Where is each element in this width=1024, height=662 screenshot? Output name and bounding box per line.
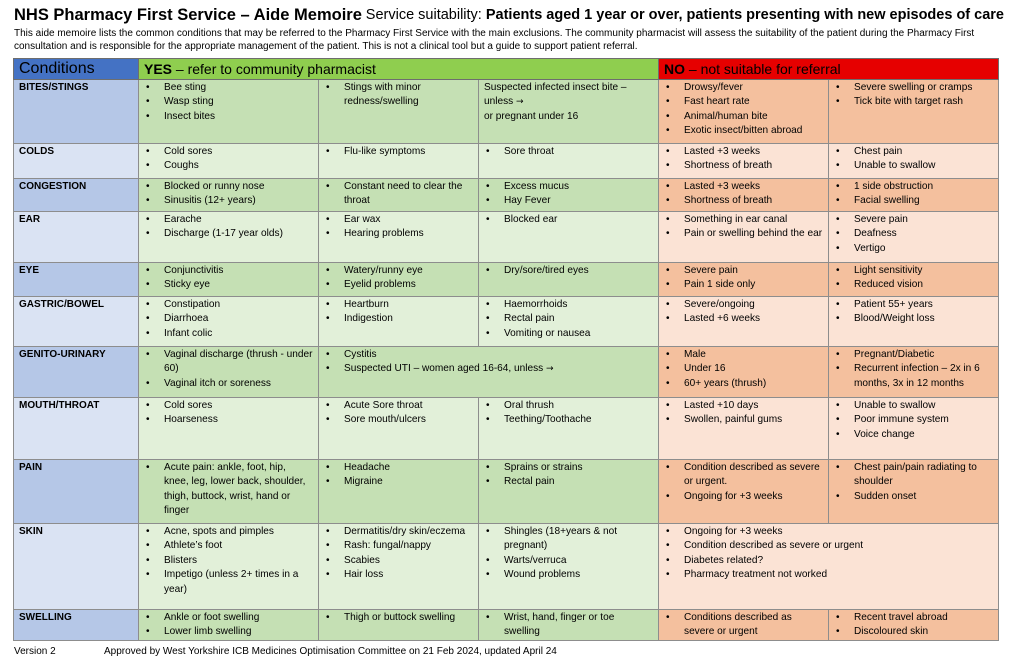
list-item: • Haemorrhoids <box>504 298 653 312</box>
list-item: • Discharge (1-17 year olds) <box>164 227 313 241</box>
arrow-right-icon: → <box>515 97 524 108</box>
no-list <box>664 348 823 391</box>
no-list <box>834 298 993 327</box>
table-row <box>14 263 999 297</box>
list-item: • Bee sting <box>164 81 313 95</box>
yes-cell <box>139 524 319 610</box>
yes-cell-wide <box>319 347 659 398</box>
list-item: • Earache <box>164 213 313 227</box>
yes-cell <box>139 144 319 179</box>
no-cell <box>659 212 829 263</box>
list-item: • Cold sores <box>164 145 313 159</box>
yes-cell <box>319 179 479 212</box>
list-item: • Voice change <box>854 428 993 442</box>
no-list <box>834 213 993 256</box>
table-row <box>14 524 999 610</box>
list-item: • Shingles (18+years & not pregnant) <box>504 525 653 554</box>
table-row <box>14 398 999 460</box>
list-item: • Vomiting or nausea <box>504 327 653 341</box>
no-list <box>664 461 823 504</box>
yes-cell <box>139 297 319 347</box>
list-item: • Blocked or runny nose <box>164 180 313 194</box>
condition-name: EYE <box>14 263 139 297</box>
no-list <box>834 348 993 391</box>
list-item: • Constipation <box>164 298 313 312</box>
yes-cell <box>319 80 479 144</box>
list-item: • Severe pain <box>684 264 823 278</box>
list-item: • 60+ years (thrush) <box>684 377 823 391</box>
condition-name: GASTRIC/BOWEL <box>14 297 139 347</box>
list-item: • Hearing problems <box>344 227 473 241</box>
yes-list <box>144 180 313 209</box>
list-item: • Male <box>684 348 823 362</box>
yes-header-text: – refer to community pharmacist <box>172 60 376 77</box>
list-item: • Blocked ear <box>504 213 653 227</box>
no-cell-wide <box>659 524 999 610</box>
list-item: • Animal/human bite <box>684 110 823 124</box>
yes-list <box>144 525 313 597</box>
yes-cell <box>479 524 659 610</box>
list-item: • Cold sores <box>164 399 313 413</box>
yes-list <box>324 461 473 490</box>
list-item: • Dermatitis/dry skin/eczema <box>344 525 473 539</box>
yes-list <box>484 461 653 490</box>
list-item: • Blood/Weight loss <box>854 312 993 326</box>
condition-name: COLDS <box>14 144 139 179</box>
conditions-header: Conditions <box>14 59 139 80</box>
yes-cell <box>139 263 319 297</box>
no-header <box>659 59 999 80</box>
list-item: • Severe/ongoing <box>684 298 823 312</box>
no-cell <box>659 398 829 460</box>
arrow-right-icon: → <box>546 364 554 375</box>
list-item: • Rectal pain <box>504 475 653 489</box>
header <box>14 6 1004 28</box>
list-item: • Poor immune system <box>854 413 993 427</box>
list-item: • Lasted +6 weeks <box>684 312 823 326</box>
yes-list <box>324 213 473 242</box>
list-item: • Swollen, painful gums <box>684 413 823 427</box>
list-item: • Ongoing for +3 weeks <box>684 490 823 504</box>
list-item: • Scabies <box>344 554 473 568</box>
yes-list <box>144 81 313 124</box>
no-list <box>664 611 823 640</box>
yes-list <box>324 81 473 110</box>
list-item: • 1 side obstruction <box>854 180 993 194</box>
list-item: • Something in ear canal <box>684 213 823 227</box>
no-header-strong: NO <box>664 60 686 77</box>
list-item: • Diabetes related? <box>684 554 993 568</box>
list-item: • Ongoing for +3 weeks <box>684 525 993 539</box>
list-item: • Patient 55+ years <box>854 298 993 312</box>
list-item: • Lasted +10 days <box>684 399 823 413</box>
list-item: • Unable to swallow <box>854 159 993 173</box>
list-item: • Infant colic <box>164 327 313 341</box>
list-item: • Shortness of breath <box>684 194 823 208</box>
list-item: • Reduced vision <box>854 278 993 292</box>
list-item: • Sprains or strains <box>504 461 653 475</box>
list-item: • Tick bite with target rash <box>854 95 993 109</box>
yes-list <box>484 611 653 640</box>
condition-name: SKIN <box>14 524 139 610</box>
yes-list <box>484 213 653 227</box>
no-cell <box>659 297 829 347</box>
yes-list <box>484 145 653 159</box>
no-list <box>834 145 993 174</box>
list-item: • Rectal pain <box>504 312 653 326</box>
list-item: • Deafness <box>854 227 993 241</box>
list-item: • Lasted +3 weeks <box>684 145 823 159</box>
no-list <box>834 264 993 293</box>
suitability-label: Service suitability: <box>365 7 482 23</box>
yes-cell <box>319 212 479 263</box>
list-item: • Recent travel abroad <box>854 611 993 625</box>
no-list <box>834 81 993 110</box>
list-item: • Headache <box>344 461 473 475</box>
yes-list <box>324 399 473 428</box>
list-item: • Conditions described as severe or urgent <box>684 611 823 640</box>
list-item: • Facial swelling <box>854 194 993 208</box>
list-item: • Heartburn <box>344 298 473 312</box>
list-item: • Chest pain/pain radiating to shoulder <box>854 461 993 490</box>
yes-list <box>144 298 313 341</box>
conditions-table <box>13 58 999 641</box>
no-cell <box>659 610 829 641</box>
yes-list <box>484 525 653 583</box>
yes-list <box>324 264 473 293</box>
no-cell <box>659 263 829 297</box>
no-list <box>664 81 823 139</box>
no-list <box>834 399 993 442</box>
yes-note-cell <box>479 80 659 144</box>
list-item: • Ear wax <box>344 213 473 227</box>
list-item: • Severe pain <box>854 213 993 227</box>
list-item: • Fast heart rate <box>684 95 823 109</box>
approval-text: Approved by West Yorkshire ICB Medicines Optimisation Committee on 21 Feb 2024, updated April 24 <box>104 646 557 657</box>
table-row <box>14 144 999 179</box>
no-header-text: – not suitable for referral <box>685 60 841 77</box>
list-item: • Conjunctivitis <box>164 264 313 278</box>
no-list <box>664 180 823 209</box>
no-cell <box>659 144 829 179</box>
yes-cell <box>139 80 319 144</box>
list-item: • Impetigo (unless 2+ times in a year) <box>164 568 313 597</box>
list-item: • Rash: fungal/nappy <box>344 539 473 553</box>
no-list <box>834 611 993 640</box>
list-item: • Light sensitivity <box>854 264 993 278</box>
service-suitability <box>366 7 1004 23</box>
list-item: • Under 16 <box>684 362 823 376</box>
yes-cell <box>479 144 659 179</box>
list-item: • Stings with minor redness/swelling <box>344 81 473 110</box>
list-item: • Discoloured skin <box>854 625 993 639</box>
no-cell <box>829 212 999 263</box>
yes-list <box>324 348 653 377</box>
list-item: • Ankle or foot swelling <box>164 611 313 625</box>
list-item: • Vaginal discharge (thrush - under 60) <box>164 348 313 377</box>
list-item: • Wrist, hand, finger or toe swelling <box>504 611 653 640</box>
yes-cell <box>319 144 479 179</box>
yes-list <box>324 525 473 583</box>
yes-list <box>144 264 313 293</box>
list-item: • Wound problems <box>504 568 653 582</box>
no-cell <box>829 610 999 641</box>
list-item: • Lasted +3 weeks <box>684 180 823 194</box>
list-item: • Warts/verruca <box>504 554 653 568</box>
footer <box>14 646 557 657</box>
condition-name: GENITO-URINARY <box>14 347 139 398</box>
list-item: • Sudden onset <box>854 490 993 504</box>
list-item: • Acute pain: ankle, foot, hip, knee, leg, lower back, shoulder, thigh, buttock, wrist, hand or finger <box>164 461 313 519</box>
list-item: • Hay Fever <box>504 194 653 208</box>
yes-cell <box>479 263 659 297</box>
table-row <box>14 347 999 398</box>
yes-cell <box>139 610 319 641</box>
condition-name: SWELLING <box>14 610 139 641</box>
yes-list <box>144 145 313 174</box>
table-row <box>14 212 999 263</box>
list-item: • Insect bites <box>164 110 313 124</box>
list-item: • Lower limb swelling <box>164 625 313 639</box>
list-item: • Recurrent infection – 2x in 6 months, 3x in 12 months <box>854 362 993 391</box>
yes-cell <box>479 460 659 524</box>
no-cell <box>659 460 829 524</box>
yes-cell <box>319 524 479 610</box>
list-item: • Oral thrush <box>504 399 653 413</box>
yes-list <box>484 264 653 278</box>
condition-name: EAR <box>14 212 139 263</box>
list-item: • Watery/runny eye <box>344 264 473 278</box>
no-list <box>664 213 823 242</box>
no-list <box>664 399 823 428</box>
list-item: • Unable to swallow <box>854 399 993 413</box>
yes-header <box>139 59 659 80</box>
yes-cell <box>319 398 479 460</box>
yes-header-strong: YES <box>144 60 173 77</box>
condition-name: CONGESTION <box>14 179 139 212</box>
condition-name: BITES/STINGS <box>14 80 139 144</box>
list-item: • Blisters <box>164 554 313 568</box>
list-item: • Hoarseness <box>164 413 313 427</box>
list-item: • Sore throat <box>504 145 653 159</box>
yes-list <box>324 145 473 159</box>
no-cell <box>659 179 829 212</box>
list-item: • Flu-like symptoms <box>344 145 473 159</box>
list-item: • Diarrhoea <box>164 312 313 326</box>
version-label: Version 2 <box>14 646 56 657</box>
no-cell <box>829 347 999 398</box>
yes-cell <box>139 347 319 398</box>
yes-note: Suspected infected insect bite – unless → or pregnant under 16 <box>484 82 627 122</box>
no-list <box>664 298 823 327</box>
list-item: • Indigestion <box>344 312 473 326</box>
table-row <box>14 460 999 524</box>
no-list <box>664 145 823 174</box>
no-list <box>664 525 993 583</box>
no-cell <box>829 179 999 212</box>
list-item: • Pharmacy treatment not worked <box>684 568 993 582</box>
list-item: • Teething/Toothache <box>504 413 653 427</box>
list-item: • Shortness of breath <box>684 159 823 173</box>
no-cell <box>829 460 999 524</box>
no-cell <box>659 80 829 144</box>
list-item: • Cystitis <box>344 348 653 362</box>
yes-list <box>484 399 653 428</box>
yes-list <box>144 348 313 391</box>
list-item: • Exotic insect/bitten abroad <box>684 124 823 138</box>
yes-list <box>484 180 653 209</box>
yes-list <box>144 399 313 428</box>
list-item: • Acute Sore throat <box>344 399 473 413</box>
list-item: • Migraine <box>344 475 473 489</box>
list-item: • Wasp sting <box>164 95 313 109</box>
list-item: • Pregnant/Diabetic <box>854 348 993 362</box>
list-item: • Vertigo <box>854 242 993 256</box>
no-cell <box>829 297 999 347</box>
yes-cell <box>139 398 319 460</box>
yes-cell <box>139 179 319 212</box>
page-title: NHS Pharmacy First Service – Aide Memoire <box>14 6 362 24</box>
no-cell <box>829 263 999 297</box>
intro-text: This aide memoire lists the common conditions that may be referred to the Pharmacy First Service with the main exclusions. The community pharmacist will assess the suitability of the patient during the Pharmacy First consultation and is responsible for the appropriate management of the patient. This is not a clinical tool but a guide to support patient referral. <box>14 28 975 52</box>
yes-list <box>144 461 313 519</box>
yes-cell <box>479 610 659 641</box>
list-item: • Chest pain <box>854 145 993 159</box>
yes-list <box>144 213 313 242</box>
no-cell <box>829 144 999 179</box>
yes-cell <box>319 297 479 347</box>
yes-cell <box>319 610 479 641</box>
yes-cell <box>139 212 319 263</box>
list-item: • Coughs <box>164 159 313 173</box>
yes-cell <box>479 398 659 460</box>
yes-cell <box>479 179 659 212</box>
yes-list <box>324 180 473 209</box>
yes-cell <box>139 460 319 524</box>
list-item: • Athlete’s foot <box>164 539 313 553</box>
yes-cell <box>479 297 659 347</box>
list-item: • Condition described as severe or urgent <box>684 539 993 553</box>
table-row <box>14 80 999 144</box>
table-row <box>14 610 999 641</box>
list-item: • Pain 1 side only <box>684 278 823 292</box>
yes-list <box>484 298 653 341</box>
list-item: • Constant need to clear the throat <box>344 180 473 209</box>
yes-cell <box>319 460 479 524</box>
list-item: • Sticky eye <box>164 278 313 292</box>
yes-cell <box>479 212 659 263</box>
list-item: • Eyelid problems <box>344 278 473 292</box>
yes-cell <box>319 263 479 297</box>
no-cell <box>659 347 829 398</box>
yes-list <box>144 611 313 640</box>
no-cell <box>829 80 999 144</box>
yes-list <box>324 611 473 625</box>
list-item: • Thigh or buttock swelling <box>344 611 473 625</box>
no-list <box>834 180 993 209</box>
no-cell <box>829 398 999 460</box>
no-list <box>834 461 993 504</box>
list-item: • Vaginal itch or soreness <box>164 377 313 391</box>
list-item: • Condition described as severe or urgent. <box>684 461 823 490</box>
list-item: • Excess mucus <box>504 180 653 194</box>
table-header-row <box>14 59 999 80</box>
table-row <box>14 297 999 347</box>
list-item: • Hair loss <box>344 568 473 582</box>
list-item: • Drowsy/fever <box>684 81 823 95</box>
no-list <box>664 264 823 293</box>
list-item: • Sore mouth/ulcers <box>344 413 473 427</box>
list-item: • Sinusitis (12+ years) <box>164 194 313 208</box>
list-item: • Pain or swelling behind the ear <box>684 227 823 241</box>
yes-list <box>324 298 473 327</box>
table-row <box>14 179 999 212</box>
list-item: • Suspected UTI – women aged 16-64, unless → <box>344 362 653 376</box>
list-item: • Severe swelling or cramps <box>854 81 993 95</box>
list-item: • Dry/sore/tired eyes <box>504 264 653 278</box>
condition-name: MOUTH/THROAT <box>14 398 139 460</box>
list-item: • Acne, spots and pimples <box>164 525 313 539</box>
condition-name: PAIN <box>14 460 139 524</box>
suitability-value: Patients aged 1 year or over, patients presenting with new episodes of care <box>485 7 1004 23</box>
